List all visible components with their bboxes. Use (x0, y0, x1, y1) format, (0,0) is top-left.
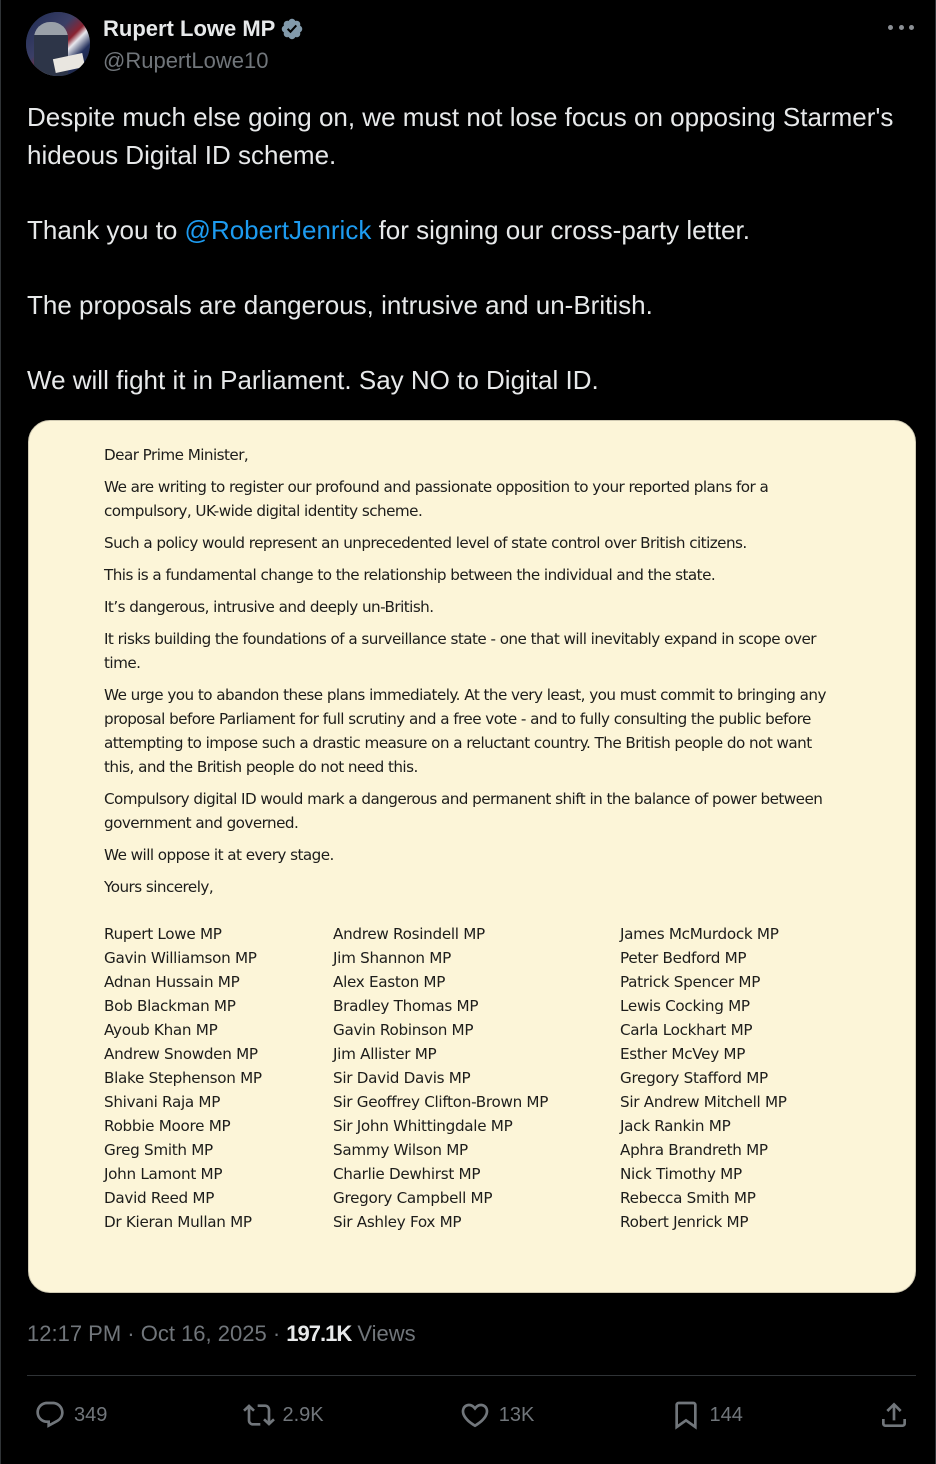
signatory-name: Jim Allister MP (333, 1045, 437, 1063)
signatory-name: Sir John Whittingdale MP (333, 1117, 513, 1135)
signatory-name: Bob Blackman MP (104, 997, 236, 1015)
tweet-paragraph: We will fight it in Parliament. Say NO to Digital ID. (27, 364, 599, 395)
author-names (103, 14, 304, 76)
signatory-name: Charlie Dewhirst MP (333, 1165, 481, 1183)
thanks-suffix: for signing our cross-party letter. (371, 214, 750, 245)
letter-closing: Yours sincerely, (104, 878, 214, 896)
letter-paragraph: We urge you to abandon these plans immediately. At the very least, you must commit to bringing any proposal before Parliament for full scrutiny and a free vote - and to fully consulting the public before attempting to impose such a drastic measure on a reluctant country. The British people do not want this, and the British people do not need this. (104, 686, 826, 776)
tweet-paragraph: Despite much else going on, we must not lose focus on opposing Starmer's hideous Digital ID scheme. (27, 102, 894, 170)
meta-separator: · (266, 1321, 287, 1346)
letter-paragraph: Such a policy would represent an unprecedented level of state control over British citizens. (104, 534, 747, 552)
like-button[interactable] (459, 1399, 535, 1431)
signatory-name: Sir Andrew Mitchell MP (620, 1093, 787, 1111)
signatory-name: Lewis Cocking MP (620, 997, 750, 1015)
more-dot (909, 25, 914, 30)
avatar[interactable] (26, 12, 90, 76)
bookmark-count: 144 (709, 1403, 743, 1426)
action-bar (34, 1393, 910, 1437)
share-upload-icon (878, 1399, 910, 1431)
tweet-meta (27, 1318, 416, 1350)
signatory-name: Blake Stephenson MP (104, 1069, 262, 1087)
signatory-name: Gavin Robinson MP (333, 1021, 474, 1039)
signatory-column-2 (333, 922, 620, 1234)
meta-separator: · (121, 1321, 141, 1346)
signatory-name: Adnan Hussain MP (104, 973, 240, 991)
tweet-paragraph-thanks (27, 212, 907, 250)
signatory-name: Rebecca Smith MP (620, 1189, 756, 1207)
signatory-name: Greg Smith MP (104, 1141, 213, 1159)
signatory-name: Ayoub Khan MP (104, 1021, 218, 1039)
tweet-date[interactable]: Oct 16, 2025 (140, 1321, 267, 1346)
letter-paragraph: It risks building the foundations of a surveillance state - one that will inevitably expand in scope over time. (104, 630, 816, 672)
author-handle[interactable]: @RupertLowe10 (103, 48, 269, 73)
letter-body (104, 443, 844, 907)
reply-button[interactable] (34, 1399, 107, 1431)
repost-count: 2.9K (282, 1403, 324, 1426)
signatory-name: Sir David Davis MP (333, 1069, 471, 1087)
repost-arrows-icon (243, 1399, 275, 1431)
signatory-name: Carla Lockhart MP (620, 1021, 753, 1039)
signatory-name: Jim Shannon MP (333, 949, 451, 967)
signatory-name: David Reed MP (104, 1189, 215, 1207)
signatory-name: Rupert Lowe MP (104, 925, 222, 943)
signatories (104, 922, 864, 1234)
signatory-name: Alex Easton MP (333, 973, 446, 991)
signatory-name: Sammy Wilson MP (333, 1141, 468, 1159)
verified-badge-icon (280, 17, 304, 41)
signatory-name: John Lamont MP (104, 1165, 223, 1183)
more-dot (888, 25, 893, 30)
signatory-name: Jack Rankin MP (620, 1117, 731, 1135)
reply-count: 349 (74, 1403, 108, 1426)
signatory-column-3 (620, 922, 850, 1234)
bookmark-icon (670, 1399, 702, 1431)
thanks-prefix: Thank you to (27, 214, 185, 245)
heart-icon (459, 1399, 491, 1431)
more-dot (899, 25, 904, 30)
repost-button[interactable] (243, 1399, 324, 1431)
signatory-name: Dr Kieran Mullan MP (104, 1213, 252, 1231)
views-count: 197.1K (286, 1321, 352, 1346)
letter-paragraph: We are writing to register our profound and passionate opposition to your reported plans for a compulsory, UK-wide digital identity scheme. (104, 478, 769, 520)
signatory-name: Esther McVey MP (620, 1045, 746, 1063)
views-label: Views (351, 1321, 416, 1346)
signatory-name: Gavin Williamson MP (104, 949, 257, 967)
signatory-name: James McMurdock MP (620, 925, 779, 943)
signatory-name: Nick Timothy MP (620, 1165, 742, 1183)
divider (27, 1375, 916, 1376)
like-count: 13K (498, 1403, 535, 1426)
signatory-name: Andrew Snowden MP (104, 1045, 258, 1063)
author-display-name-row[interactable] (103, 14, 304, 44)
letter-paragraph: It’s dangerous, intrusive and deeply un-British. (104, 598, 434, 616)
more-horizontal-icon[interactable] (888, 18, 914, 36)
tweet-text (27, 99, 907, 399)
tweet-paragraph: The proposals are dangerous, intrusive and un-British. (27, 289, 653, 320)
share-button[interactable] (878, 1399, 910, 1431)
letter-paragraph: Compulsory digital ID would mark a dangerous and permanent shift in the balance of power between government and governed. (104, 790, 823, 832)
signatory-name: Aphra Brandreth MP (620, 1141, 768, 1159)
letter-image[interactable] (28, 420, 916, 1293)
author-display-name[interactable]: Rupert Lowe MP (103, 16, 276, 41)
signatory-column-1 (104, 922, 333, 1234)
signatory-name: Robert Jenrick MP (620, 1213, 749, 1231)
signatory-name: Andrew Rosindell MP (333, 925, 485, 943)
signatory-name: Robbie Moore MP (104, 1117, 231, 1135)
reply-bubble-icon (34, 1399, 66, 1431)
letter-paragraph: We will oppose it at every stage. (104, 846, 334, 864)
mention-link[interactable]: @RobertJenrick (184, 214, 372, 245)
signatory-name: Sir Ashley Fox MP (333, 1213, 462, 1231)
signatory-name: Gregory Stafford MP (620, 1069, 768, 1087)
tweet-time[interactable]: 12:17 PM (27, 1321, 122, 1346)
tweet-header (26, 12, 916, 76)
letter-salutation: Dear Prime Minister, (104, 446, 249, 464)
signatory-name: Gregory Campbell MP (333, 1189, 493, 1207)
bookmark-button[interactable] (670, 1399, 743, 1431)
letter-paragraph: This is a fundamental change to the relationship between the individual and the state. (104, 566, 716, 584)
signatory-name: Patrick Spencer MP (620, 973, 761, 991)
signatory-name: Peter Bedford MP (620, 949, 747, 967)
signatory-name: Shivani Raja MP (104, 1093, 221, 1111)
signatory-name: Bradley Thomas MP (333, 997, 479, 1015)
signatory-name: Sir Geoffrey Clifton-Brown MP (333, 1093, 549, 1111)
